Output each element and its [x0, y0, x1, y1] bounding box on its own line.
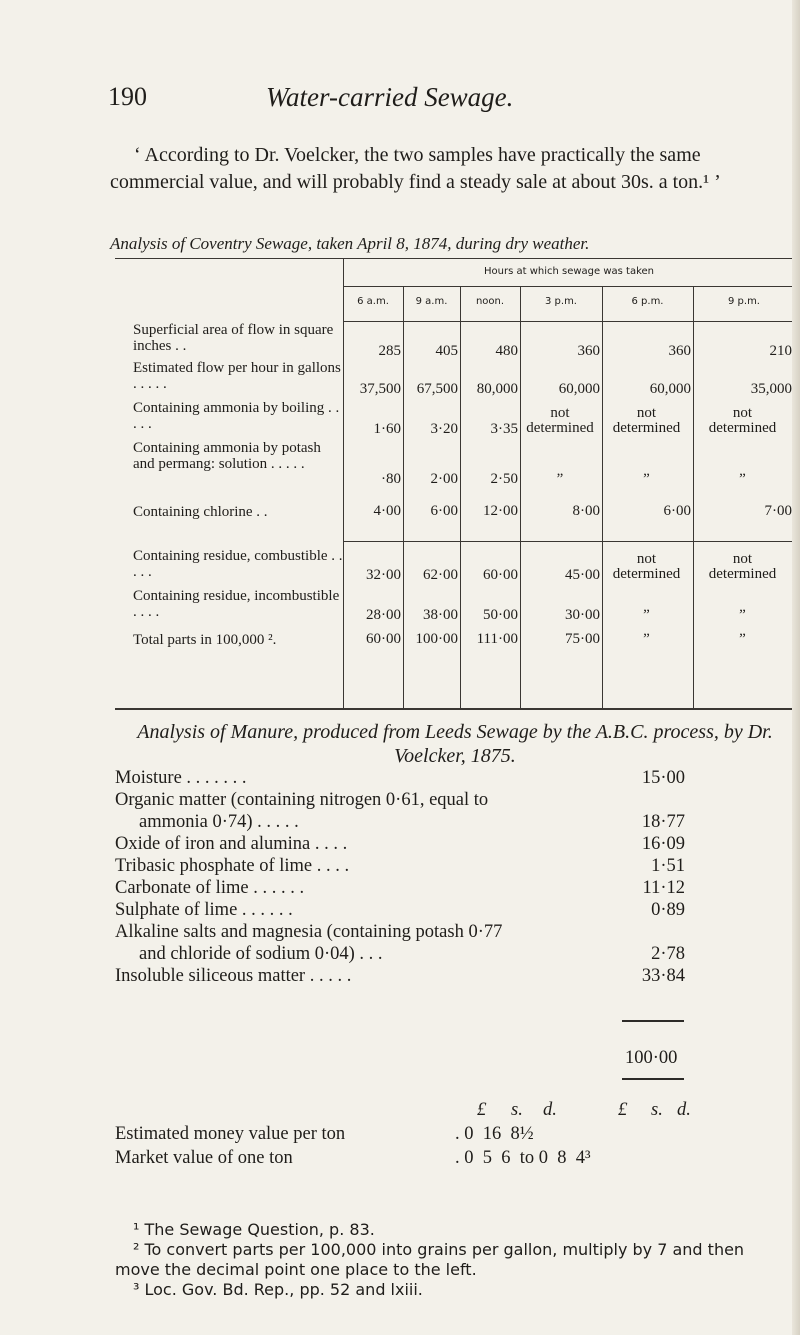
table-cell: 38·00 — [423, 607, 458, 623]
footnote: ³ Loc. Gov. Bd. Rep., pp. 52 and lxiii. — [133, 1280, 423, 1299]
table-cell: 30·00 — [565, 607, 600, 623]
table-cell: 35,000 — [750, 381, 792, 397]
running-title: Water-carried Sewage. — [266, 82, 514, 112]
analysis-row: Moisture . . . . . . . 15·00 — [115, 768, 685, 788]
sewage-analysis-table — [115, 258, 795, 710]
footnote: ² To convert parts per 100,000 into grains per gallon, multiply by 7 and then move the decimal point one place to the left. — [115, 1240, 745, 1279]
analysis-row: Sulphate of lime . . . . . . 0·89 — [115, 900, 685, 920]
table-cell: ·80 — [381, 471, 401, 487]
table-cell: 28·00 — [366, 607, 401, 623]
table-cell: 6·00 — [430, 503, 458, 519]
table-cell: not determined — [612, 551, 681, 582]
table-cell: ” — [739, 631, 746, 647]
analysis-row: Tribasic phosphate of lime . . . . 1·51 — [115, 856, 685, 876]
table-cell: not determined — [526, 405, 594, 436]
money-row: Market value of one ton . 0 5 6 to 0 8 4³ — [115, 1148, 591, 1168]
table-cell: ” — [643, 607, 650, 623]
table-row-label: Estimated flow per hour in gallons . . . . . — [133, 360, 341, 392]
table-row-label: Containing ammonia by potash and permang: solution . . . . . — [133, 440, 321, 472]
analysis-row: Organic matter (containing nitrogen 0·61, equal to — [115, 790, 489, 810]
money-header: s. — [511, 1100, 523, 1120]
analysis-row: and chloride of sodium 0·04) . . . 2·78 — [139, 944, 685, 964]
table-cell: 3·35 — [490, 421, 518, 437]
table-cell: 405 — [435, 343, 458, 359]
table-cell: 210 — [769, 343, 792, 359]
money-header: d. — [677, 1100, 691, 1120]
table-cell: 80,000 — [476, 381, 518, 397]
money-header: s. — [651, 1100, 663, 1120]
table-row-label: Containing ammonia by boiling . . . . . — [133, 400, 340, 432]
footnote: ¹ The Sewage Question, p. 83. — [133, 1220, 375, 1239]
column-header: 6 a.m. — [357, 296, 389, 307]
table-row-label: Containing chlorine . . — [133, 504, 268, 520]
quote-paragraph: ‘ According to Dr. Voelcker, the two samples have practically the same commercial value, and will probably find a steady sale at about 30s. a ton.¹ ’ — [110, 144, 721, 193]
column-header: 9 p.m. — [728, 296, 760, 307]
table-cell: 50·00 — [483, 607, 518, 623]
money-row: Estimated money value per ton . 0 16 8½ — [115, 1124, 534, 1144]
table-cell: ” — [739, 471, 746, 487]
table-cell: 12·00 — [483, 503, 518, 519]
analysis-row: Insoluble siliceous matter . . . . . 33·84 — [115, 966, 685, 986]
analysis-row: Oxide of iron and alumina . . . . 16·09 — [115, 834, 685, 854]
table-cell: 285 — [378, 343, 401, 359]
analysis-row: ammonia 0·74) . . . . . 18·77 — [139, 812, 685, 832]
table-cell: 60·00 — [366, 631, 401, 647]
table-cell: 2·00 — [430, 471, 458, 487]
table-group-header: Hours at which sewage was taken — [483, 266, 655, 277]
table-cell: 480 — [495, 343, 518, 359]
column-header: 3 p.m. — [545, 296, 577, 307]
column-header: noon. — [475, 296, 505, 307]
analysis-row: Alkaline salts and magnesia (containing potash 0·77 — [115, 922, 503, 942]
table-cell: ” — [739, 607, 746, 623]
page-number: 190 — [108, 82, 147, 111]
table-row-label: Superficial area of flow in square inches . . — [133, 322, 334, 354]
column-header: 9 a.m. — [415, 296, 448, 307]
money-header: £ — [618, 1100, 628, 1120]
table1-caption: Analysis of Coventry Sewage, taken April 8, 1874, during dry weather. — [110, 234, 590, 253]
table-cell: 8·00 — [572, 503, 600, 519]
table-cell: ” — [556, 471, 564, 487]
table-cell: 45·00 — [565, 567, 600, 583]
table-cell: 37,500 — [359, 381, 401, 397]
table-cell: 4·00 — [373, 503, 401, 519]
table-cell: not determined — [708, 551, 777, 582]
table-row-label: Containing residue, combustible . . . . . — [133, 548, 343, 580]
table-cell: 75·00 — [565, 631, 600, 647]
money-header: £ — [477, 1100, 487, 1120]
money-header: d. — [543, 1100, 557, 1120]
table-cell: 2·50 — [490, 471, 518, 487]
table-row-label: Total parts in 100,000 ². — [133, 632, 277, 648]
manure-analysis-list — [115, 767, 685, 987]
table-cell: ” — [643, 631, 650, 647]
analysis-row: Carbonate of lime . . . . . . 11·12 — [115, 878, 685, 898]
sum-rule — [622, 1020, 684, 1022]
table-cell: 60·00 — [483, 567, 518, 583]
table-cell: 7·00 — [764, 503, 792, 519]
table-cell: 111·00 — [476, 631, 518, 647]
table-cell: 62·00 — [423, 567, 458, 583]
table-cell: 360 — [577, 343, 600, 359]
analysis-total: 100·00 — [625, 1048, 678, 1068]
table-cell: not determined — [708, 405, 777, 436]
table-cell: 67,500 — [416, 381, 458, 397]
table-cell: 60,000 — [558, 381, 600, 397]
table-row-label: Containing residue, incombustible . . . . — [133, 588, 340, 620]
column-header: 6 p.m. — [631, 296, 664, 307]
table-cell: 100·00 — [415, 631, 458, 647]
page-edge — [792, 0, 800, 1335]
footnotes — [115, 1220, 765, 1300]
table-cell: 1·60 — [373, 421, 401, 437]
table-cell: ” — [643, 471, 650, 487]
table-cell: 360 — [668, 343, 691, 359]
table2-caption: Analysis of Manure, produced from Leeds Sewage by the A.B.C. process, by Dr. Voelcker, 1875. — [137, 721, 773, 767]
total-rule — [622, 1078, 684, 1080]
table-cell: 3·20 — [430, 421, 458, 437]
table-cell: 60,000 — [649, 381, 691, 397]
table-cell: not determined — [612, 405, 681, 436]
table-cell: 6·00 — [663, 503, 691, 519]
table-cell: 32·00 — [366, 567, 401, 583]
